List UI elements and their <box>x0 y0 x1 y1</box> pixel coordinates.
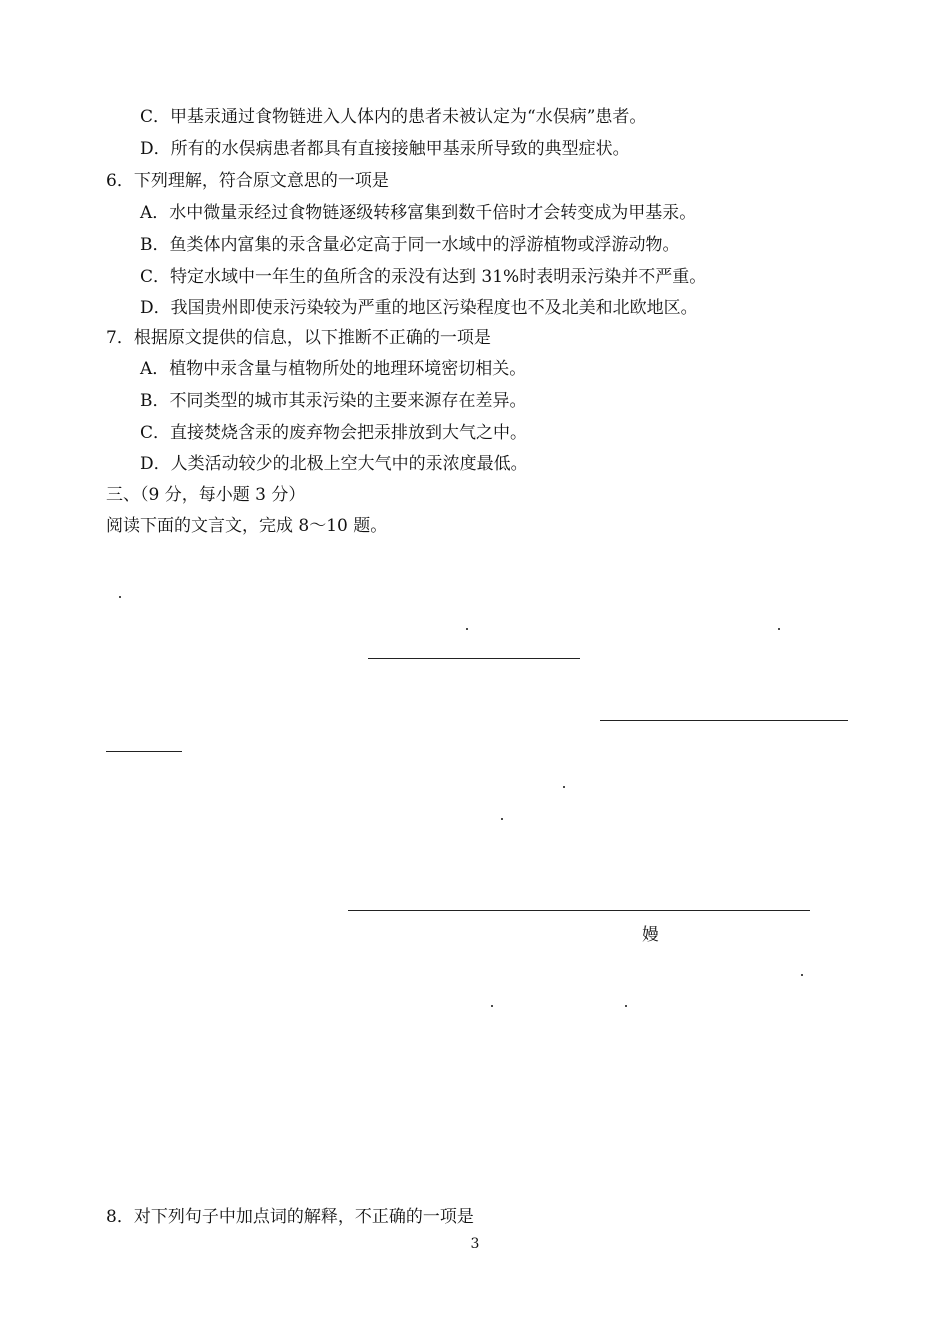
q6-option-d: D．我国贵州即使汞污染较为严重的地区污染程度也不及北美和北欧地区。 <box>140 298 698 318</box>
q6-option-b: B．鱼类体内富集的汞含量必定高于同一水域中的浮游植物或浮游动物。 <box>140 235 680 255</box>
passage-underline <box>348 910 810 911</box>
passage-underline <box>368 658 580 659</box>
q7-stem: 7．根据原文提供的信息，以下推断不正确的一项是 <box>106 328 491 348</box>
emphasis-dot <box>801 974 803 976</box>
q7-option-b: B．不同类型的城市其汞污染的主要来源存在差异。 <box>140 391 527 411</box>
section-heading: 三、（9 分，每小题 3 分） <box>106 485 306 505</box>
emphasis-dot <box>501 818 503 820</box>
q6-option-c: C．特定水域中一年生的鱼所含的汞没有达到 31%时表明汞污染并不严重。 <box>140 267 707 287</box>
emphasis-dot <box>625 1005 627 1007</box>
stray-character: 嫚 <box>642 925 659 945</box>
q6-option-a: A．水中微量汞经过食物链逐级转移富集到数千倍时才会转变成为甲基汞。 <box>140 203 697 223</box>
section-instruction: 阅读下面的文言文，完成 8～10 题。 <box>106 516 388 536</box>
emphasis-dot <box>119 596 121 598</box>
passage-underline <box>106 751 182 752</box>
emphasis-dot <box>491 1005 493 1007</box>
q6-stem: 6．下列理解，符合原文意思的一项是 <box>106 171 389 191</box>
q7-option-c: C．直接焚烧含汞的废弃物会把汞排放到大气之中。 <box>140 423 528 443</box>
emphasis-dot <box>778 628 780 630</box>
page-number: 3 <box>470 1236 480 1252</box>
q7-option-a: A．植物中汞含量与植物所处的地理环境密切相关。 <box>140 359 527 379</box>
passage-underline <box>600 720 848 721</box>
q5-option-d: D．所有的水俣病患者都具有直接接触甲基汞所导致的典型症状。 <box>140 139 630 159</box>
q7-option-d: D．人类活动较少的北极上空大气中的汞浓度最低。 <box>140 454 528 474</box>
q8-stem: 8．对下列句子中加点词的解释，不正确的一项是 <box>106 1207 474 1227</box>
emphasis-dot <box>466 628 468 630</box>
emphasis-dot <box>563 786 565 788</box>
q5-option-c: C．甲基汞通过食物链进入人体内的患者未被认定为“水俣病”患者。 <box>140 107 647 127</box>
